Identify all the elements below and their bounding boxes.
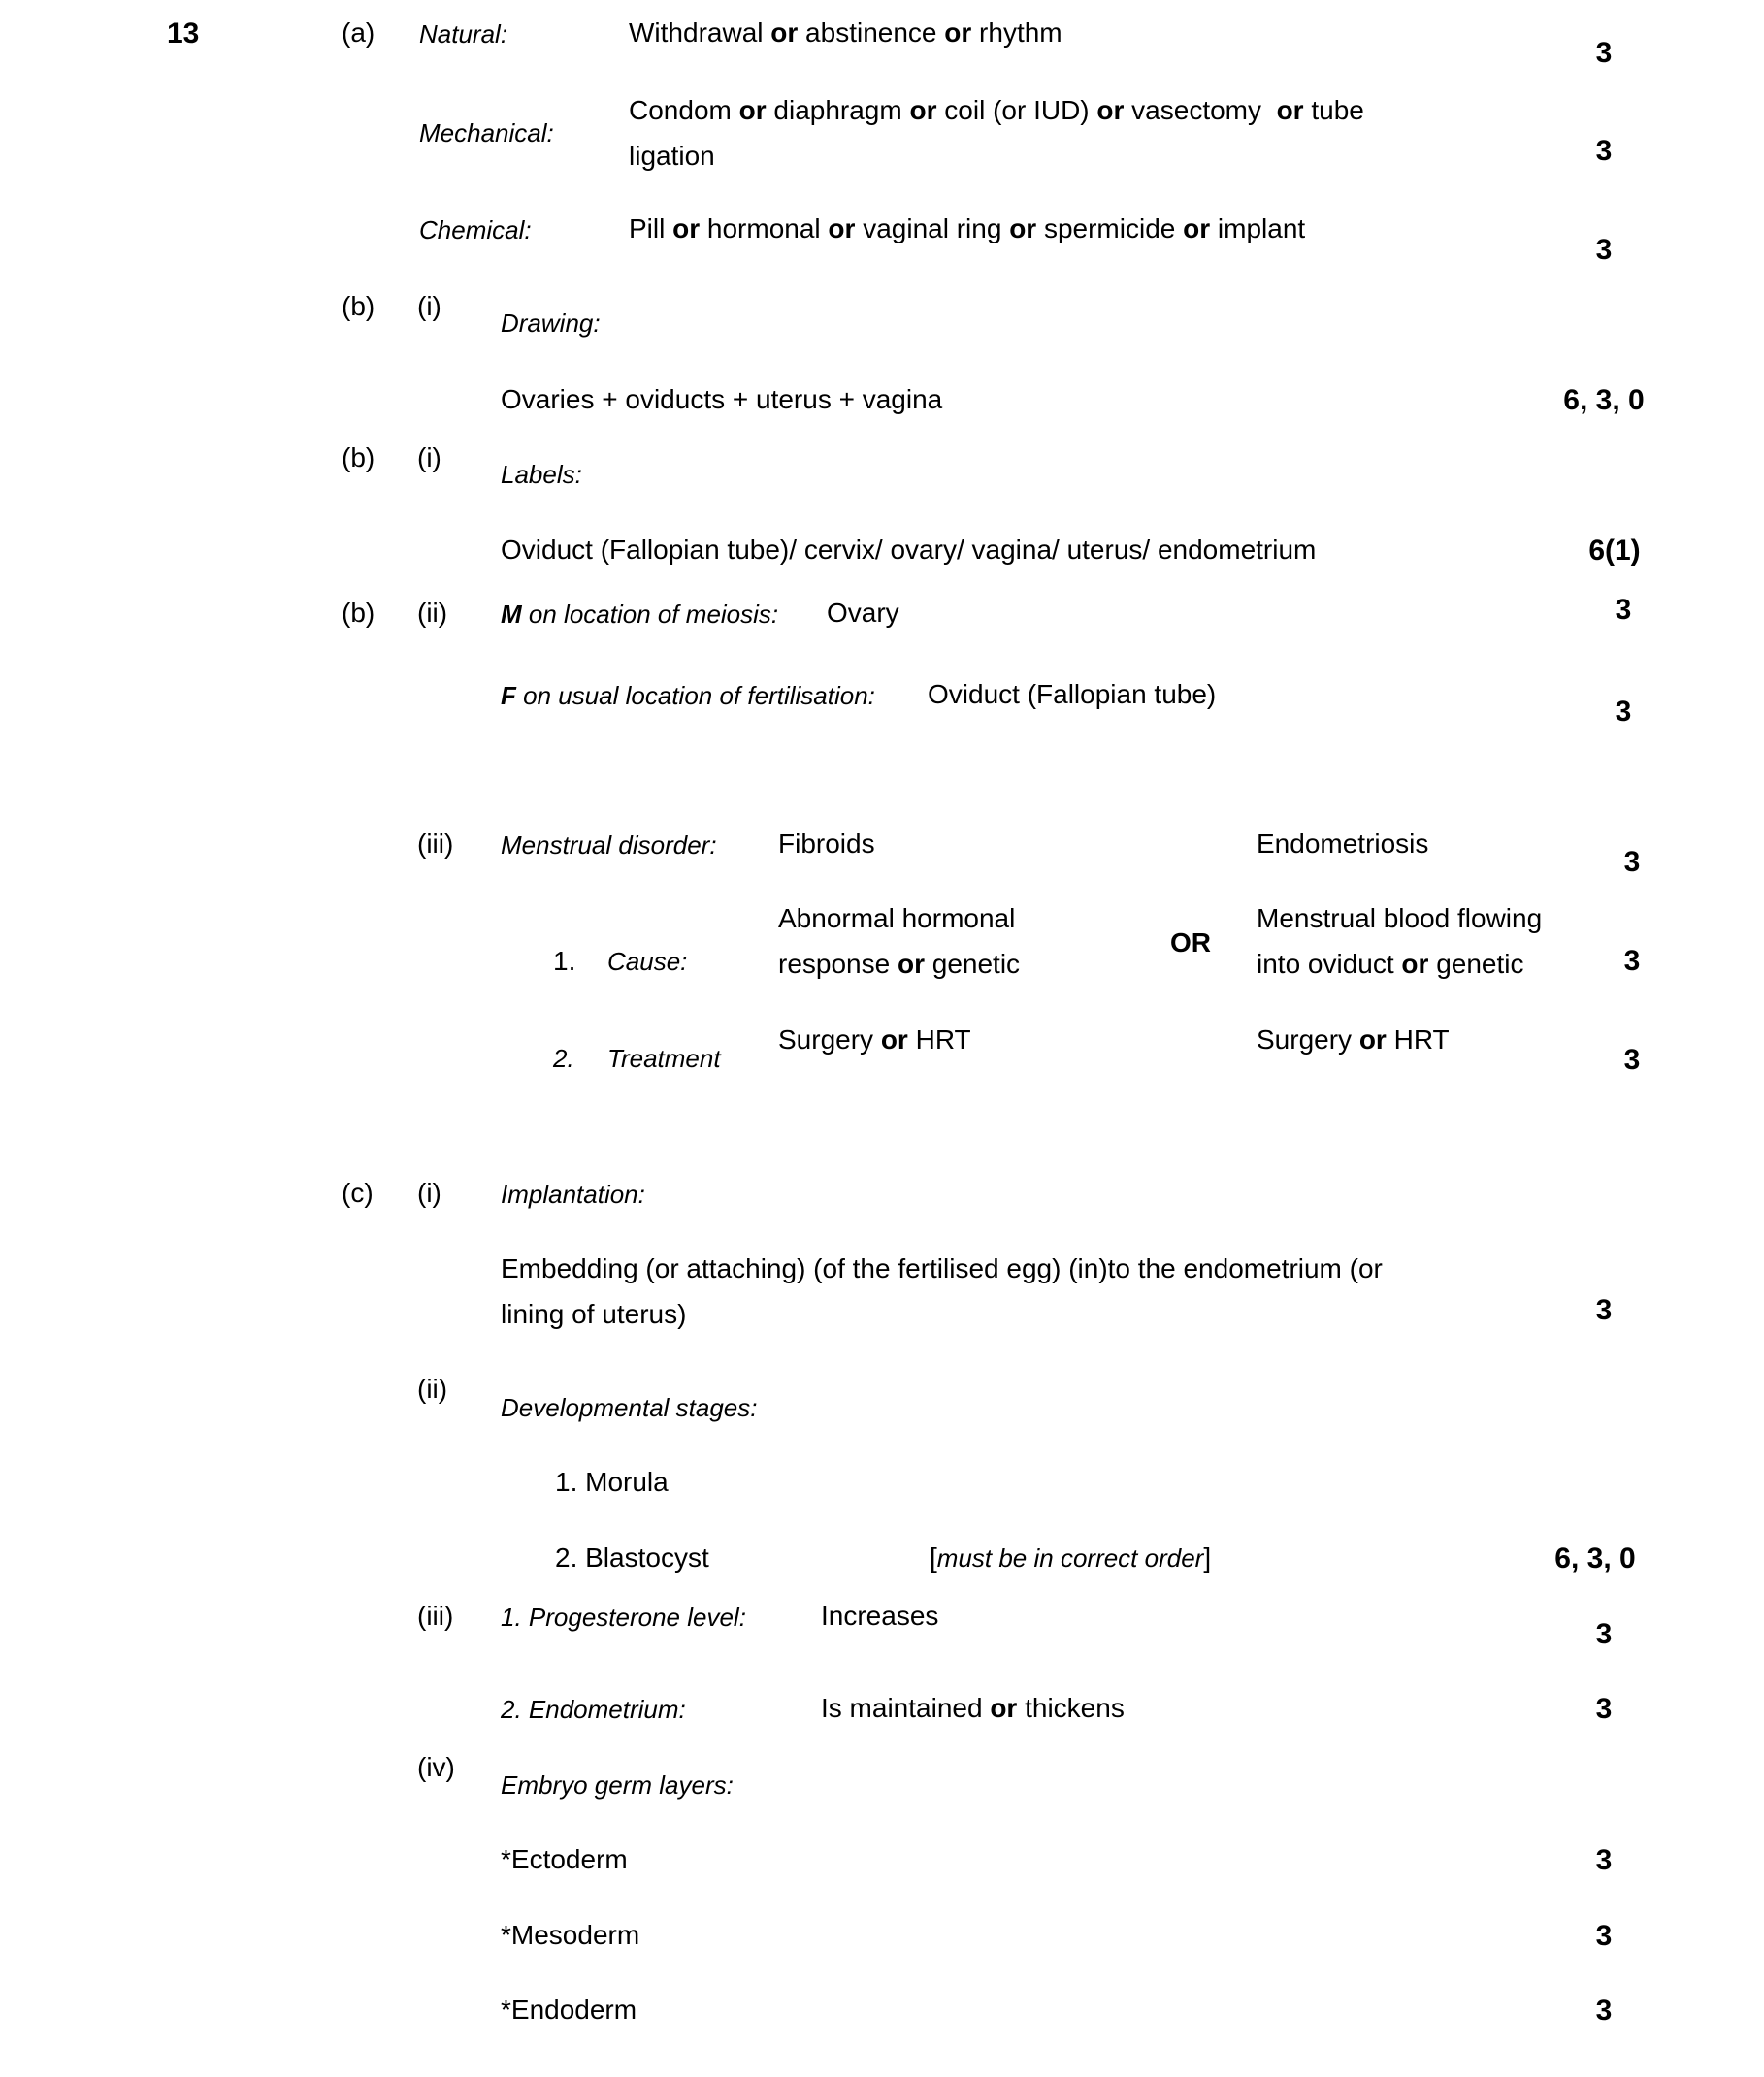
part-label-a: (a) — [342, 17, 376, 48]
drawing-answer: Ovaries + oviducts + uterus + vagina — [501, 384, 943, 414]
meiosis-letter: M — [501, 600, 522, 629]
sub-label-i: (i) — [417, 442, 441, 472]
labels-heading: Labels: — [501, 460, 582, 489]
or-connector: or — [880, 1024, 908, 1055]
answer-mechanical-line1: Condom or diaphragm or coil (or IUD) or vasectomy or tube — [629, 95, 1364, 125]
labels-answer: Oviduct (Fallopian tube)/ cervix/ ovary/ vagina/ uterus/ endometrium — [501, 535, 1317, 565]
treatment-fibroids: Surgery or HRT — [778, 1024, 971, 1055]
endometrium-label: 2. Endometrium: — [501, 1695, 686, 1724]
germ-layer-ectoderm: *Ectoderm — [501, 1844, 628, 1874]
category-natural: Natural: — [419, 19, 508, 49]
fertilisation-answer: Oviduct (Fallopian tube) — [928, 679, 1217, 709]
implantation-answer-line1: Embedding (or attaching) (of the fertilised egg) (in)to the endometrium (or — [501, 1253, 1383, 1283]
or-connector: or — [672, 213, 701, 243]
cause-endometriosis-line1: Menstrual blood flowing — [1257, 903, 1543, 933]
drawing-heading: Drawing: — [501, 308, 601, 338]
or-connector: or — [1358, 1024, 1387, 1055]
or-connector: or — [1096, 95, 1125, 125]
sub-label-i: (i) — [417, 1178, 441, 1208]
germ-layer-mesoderm: *Mesoderm — [501, 1920, 640, 1950]
mark-chemical: 3 — [1595, 234, 1613, 266]
cause-fibroids-line1: Abnormal hormonal — [778, 903, 1016, 933]
part-label-c: (c) — [342, 1178, 374, 1208]
disorder-option-endometriosis: Endometriosis — [1257, 828, 1429, 859]
treatment-label: Treatment — [607, 1044, 721, 1073]
mark-meiosis: 3 — [1615, 594, 1632, 626]
germ-layer-endoderm: *Endoderm — [501, 1995, 637, 2025]
or-separator: OR — [1170, 927, 1211, 957]
mark-drawing: 6, 3, 0 — [1563, 384, 1645, 416]
sub-label-iii: (iii) — [417, 828, 454, 859]
sub-label-iii: (iii) — [417, 1601, 454, 1631]
meiosis-text: on location of meiosis: — [521, 600, 779, 629]
mark-treatment: 3 — [1623, 1044, 1641, 1076]
sub-label-ii: (ii) — [417, 1374, 448, 1404]
mark-cause: 3 — [1623, 945, 1641, 977]
or-connector: or — [1401, 949, 1429, 979]
order-note: [must be in correct order] — [930, 1542, 1212, 1573]
part-label-b: (b) — [342, 442, 376, 472]
progesterone-label: 1. Progesterone level: — [501, 1603, 746, 1632]
or-connector: or — [1009, 213, 1037, 243]
cause-number: 1. — [553, 946, 576, 976]
mark-endometrium: 3 — [1595, 1693, 1613, 1725]
or-connector: or — [1276, 95, 1304, 125]
implantation-answer-line2: lining of uterus) — [501, 1299, 687, 1329]
sub-label-i: (i) — [417, 291, 441, 321]
endometrium-answer: Is maintained or thickens — [821, 1693, 1125, 1723]
disorder-heading: Menstrual disorder: — [501, 830, 717, 860]
stage-blastocyst: 2. Blastocyst — [555, 1542, 709, 1573]
progesterone-answer: Increases — [821, 1601, 939, 1631]
disorder-option-fibroids: Fibroids — [778, 828, 875, 859]
or-connector: or — [990, 1693, 1018, 1723]
part-label-b: (b) — [342, 291, 376, 321]
mark-progesterone: 3 — [1595, 1618, 1613, 1650]
sub-label-ii: (ii) — [417, 598, 448, 628]
or-connector: or — [828, 213, 856, 243]
mark-stages: 6, 3, 0 — [1554, 1542, 1636, 1574]
implantation-heading: Implantation: — [501, 1180, 645, 1209]
or-connector: or — [909, 95, 937, 125]
answer-mechanical-line2: ligation — [629, 141, 715, 171]
mark-mechanical: 3 — [1595, 135, 1613, 167]
category-chemical: Chemical: — [419, 215, 532, 244]
cause-fibroids-line2: response or genetic — [778, 949, 1021, 979]
mark-ectoderm: 3 — [1595, 1844, 1613, 1876]
meiosis-label — [501, 601, 778, 627]
part-label-b: (b) — [342, 598, 376, 628]
fertilisation-text: on usual location of fertilisation: — [515, 681, 875, 710]
or-connector: or — [770, 17, 799, 48]
meiosis-answer: Ovary — [827, 598, 899, 628]
stage-morula: 1. Morula — [555, 1467, 669, 1497]
mark-labels: 6(1) — [1588, 535, 1641, 567]
fertilisation-label — [501, 683, 875, 708]
or-connector: or — [1183, 213, 1211, 243]
treatment-number: 2. — [553, 1044, 574, 1073]
category-mechanical: Mechanical: — [419, 118, 554, 147]
answer-chemical: Pill or hormonal or vaginal ring or spermicide or implant — [629, 213, 1306, 243]
question-number: 13 — [167, 17, 200, 49]
or-connector: or — [738, 95, 767, 125]
sub-label-iv: (iv) — [417, 1752, 455, 1782]
treatment-endometriosis: Surgery or HRT — [1257, 1024, 1450, 1055]
fertilisation-letter: F — [501, 681, 516, 710]
mark-natural: 3 — [1595, 37, 1613, 69]
or-connector: or — [897, 949, 925, 979]
or-connector: or — [944, 17, 972, 48]
mark-fertilisation: 3 — [1615, 696, 1632, 728]
mark-implantation: 3 — [1595, 1294, 1613, 1326]
answer-natural: Withdrawal or abstinence or rhythm — [629, 17, 1062, 48]
mark-endoderm: 3 — [1595, 1995, 1613, 2027]
mark-disorder: 3 — [1623, 846, 1641, 878]
stages-heading: Developmental stages: — [501, 1393, 758, 1422]
mark-mesoderm: 3 — [1595, 1920, 1613, 1952]
cause-label: Cause: — [607, 947, 688, 976]
germ-layers-heading: Embryo germ layers: — [501, 1770, 734, 1800]
cause-endometriosis-line2: into oviduct or genetic — [1257, 949, 1524, 979]
